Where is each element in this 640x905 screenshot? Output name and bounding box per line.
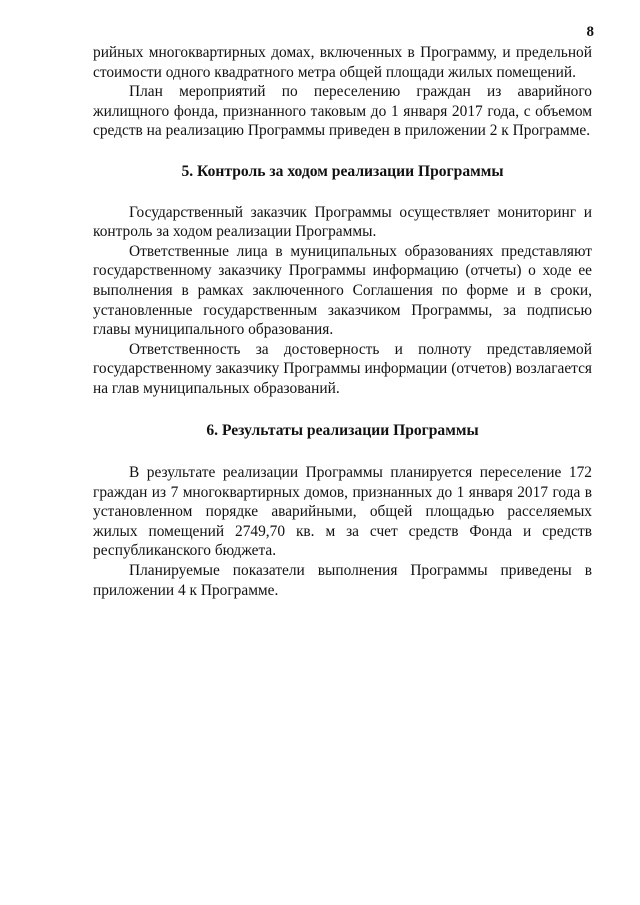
section-5-heading: 5. Контроль за ходом реализации Программы — [181, 162, 504, 180]
section-6-paragraph: В результате реализации Программы планируется переселение 172 граждан из 7 многоквартирных домов, признанных до 1 января 2017 года в установленном порядке аварийными, общей площадью расселяемых жилых помещений 2749,70 кв. м за счет средств Фонда и средств республиканского бюджета. — [93, 464, 592, 560]
page-content — [93, 43, 592, 600]
paragraph-continued: рийных многоквартирных домах, включенных в Программу, и предельной стоимости одного квадратного метра общей площади жилых помещений. — [93, 44, 592, 81]
section-5-paragraph: Ответственность за достоверность и полноту представляемой государственному заказчику Программы информации (отчетов) возлагается на глав муниципальных образований. — [93, 340, 592, 397]
paragraph-plan: План мероприятий по переселению граждан из аварийного жилищного фонда, признанного таковым до 1 января 2017 года, с объемом средств на реализацию Программы приведен в приложении 2 к Программе. — [93, 83, 592, 140]
section-5-paragraph: Ответственные лица в муниципальных образованиях представляют государственному заказчику Программы информацию (отчеты) о ходе ее выполнения в рамках заключенного Соглашения по форме и в сроки, установленные государственным заказчиком Программы, за подписью главы муниципального образования. — [93, 242, 592, 339]
section-6-heading: 6. Результаты реализации Программы — [206, 421, 479, 439]
section-5-paragraph: Государственный заказчик Программы осуществляет мониторинг и контроль за ходом реализации Программы. — [93, 203, 592, 241]
section-6-paragraph: Планируемые показатели выполнения Программы приведены в приложении 4 к Программе. — [93, 562, 592, 599]
page-number: 8 — [586, 24, 594, 40]
